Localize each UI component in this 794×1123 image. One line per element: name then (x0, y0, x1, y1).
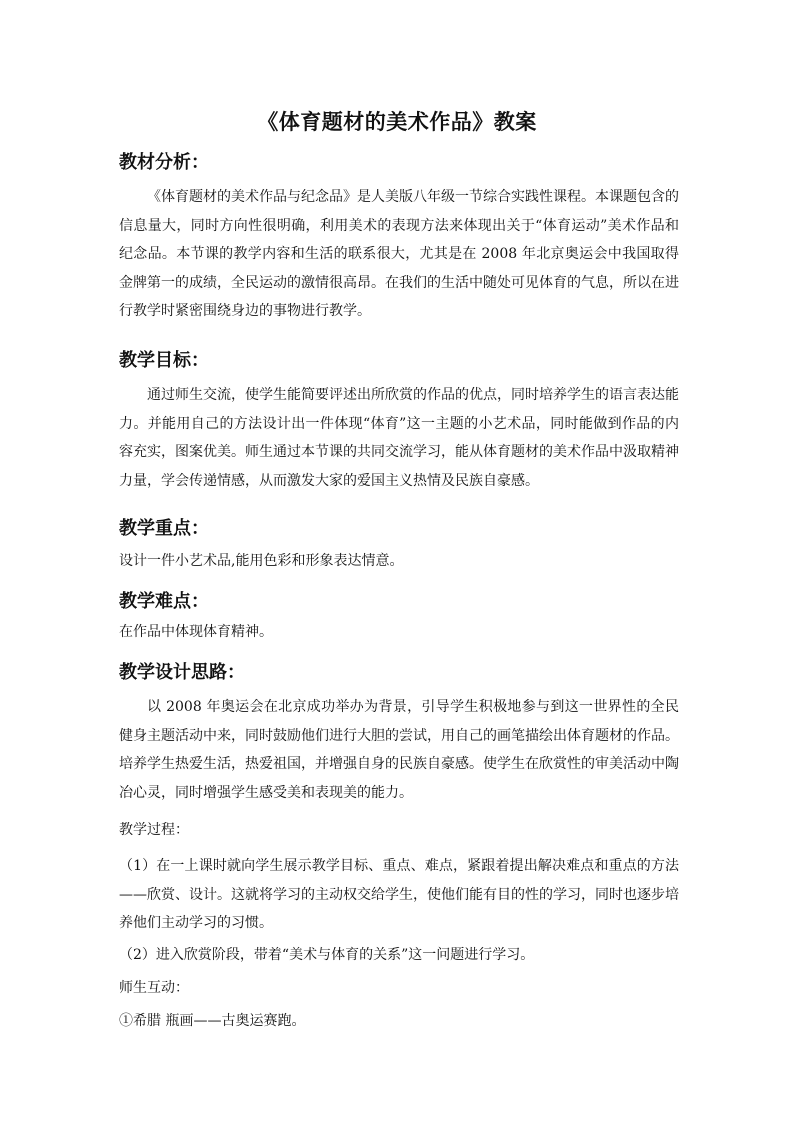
label-interaction: 师生互动： (119, 980, 189, 996)
paragraph-step1: （1）在一上课时就向学生展示教学目标、重点、难点，紧跟着提出解决难点和重点的方法——欣赏、设计。这就将学习的主动权交给学生，使他们能有目的性的学习，同时也逐步培养他们主动学习的习惯。 (119, 858, 679, 931)
text-difficulty: 在作品中体现体育精神。 (119, 624, 273, 640)
label-process: 教学过程： (119, 822, 189, 838)
paragraph-design: 以 2008 年奥运会在北京成功举办为背景，引导学生积极地参与到这一世界性的全民健身主题活动中来，同时鼓励他们进行大胆的尝试，用自己的画笔描绘出体育题材的作品。培养学生热爱生活，热爱祖国，并增强自身的民族自豪感。使学生在欣赏性的审美活动中陶冶心灵，同时增强学生感受美和表现美的能力。 (119, 699, 679, 801)
text-focus: 设计一件小艺术品,能用色彩和形象表达情意。 (119, 553, 404, 569)
page-title: 《体育题材的美术作品》教案 (257, 109, 537, 134)
heading-difficulty: 教学难点： (119, 591, 209, 612)
heading-focus: 教学重点： (119, 518, 209, 539)
text-step2: （2）进入欣赏阶段，带着“美术与体育的关系”这一问题进行学习。 (119, 947, 535, 963)
heading-analysis: 教材分析： (119, 152, 209, 173)
heading-goals: 教学目标： (119, 350, 209, 371)
paragraph-goals: 通过师生交流，使学生能简要评述出所欣赏的作品的优点，同时培养学生的语言表达能力。并能用自己的方法设计出一件体现“体育”这一主题的小艺术品，同时能做到作品的内容充实，图案优美。师生通过本节课的共同交流学习，能从体育题材的美术作品中汲取精神力量，学会传递情感，从而激发大家的爱国主义热情及民族自豪感。 (119, 387, 679, 489)
text-item1: ①希腊 瓶画——古奥运赛跑。 (119, 1013, 306, 1029)
paragraph-analysis: 《体育题材的美术作品与纪念品》是人美版八年级一节综合实践性课程。本课题包含的信息量大，同时方向性很明确，利用美术的表现方法来体现出关于“体育运动”美术作品和纪念品。本节课的教学内容和生活的联系很大，尤其是在 2008 年北京奥运会中我国取得金牌第一的成绩，全民运动的激情很高昂。在我们的生活中随处可见体育的气息，所以在进行教学时紧密围绕身边的事物进行教学。 (119, 189, 679, 319)
heading-design: 教学设计思路： (119, 662, 245, 683)
